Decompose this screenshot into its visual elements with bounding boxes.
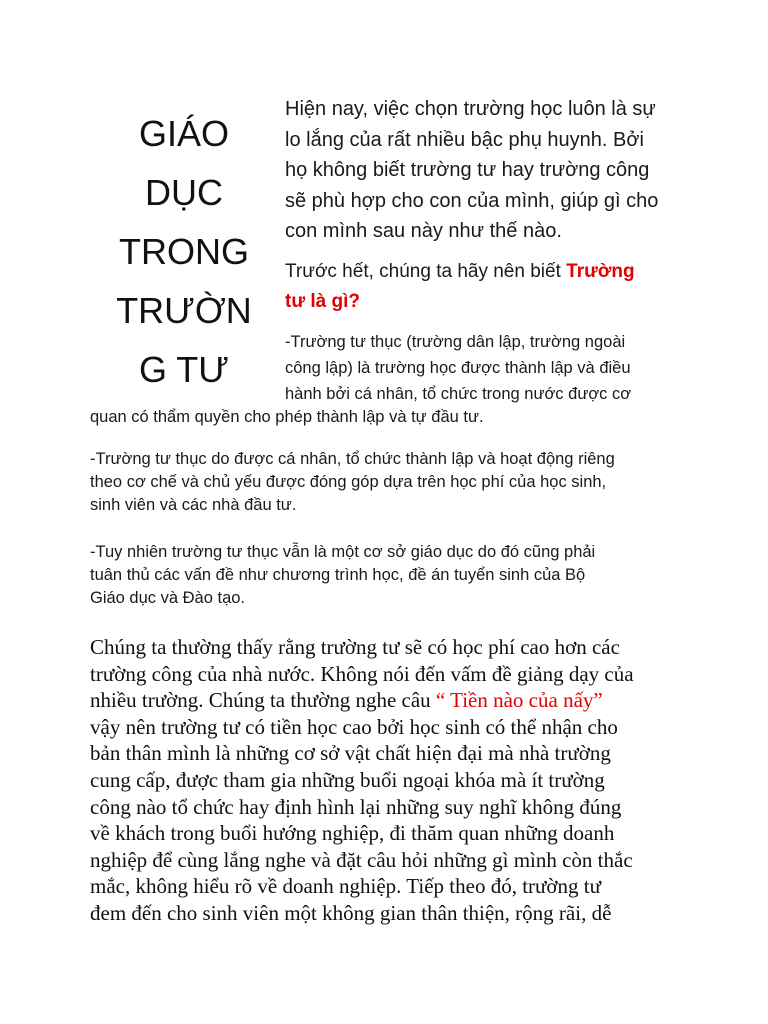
body-paragraph xyxy=(90,634,682,927)
body-line: Chúng ta thường thấy rằng trường tư sẽ có học phí cao hơn các xyxy=(90,635,620,659)
highlight-text: Trường xyxy=(566,261,635,282)
definition-line: -Trường tư thục do được cá nhân, tổ chức thành lập và hoạt động riêng xyxy=(90,450,615,468)
title-line: DỤC xyxy=(145,172,223,213)
body-line: vậy nên trường tư có tiền học cao bởi học sinh có thể nhận cho xyxy=(90,714,618,739)
definition-line: theo cơ chế và chủ yếu được đóng góp dựa trên học phí của học sinh, xyxy=(90,473,607,491)
definition-line: -Tuy nhiên trường tư thục vẫn là một cơ sở giáo dục do đó cũng phải xyxy=(90,543,596,561)
definition-2-paragraph xyxy=(90,448,690,517)
definition-line: quan có thẩm quyền cho phép thành lập và tự đầu tư. xyxy=(90,408,484,426)
title-line: TRƯỜN xyxy=(116,290,252,331)
quote-highlight: “ Tiền nào của nấy” xyxy=(435,688,603,713)
definition-line: tuân thủ các vấn đề như chương trình học, đề án tuyển sinh của Bộ xyxy=(90,566,586,584)
body-line: bản thân mình là những cơ sở vật chất hiện đại mà nhà trường xyxy=(90,741,611,766)
definition-3-paragraph xyxy=(90,541,690,610)
definition-line: -Trường tư thục (trường dân lập, trường ngoài xyxy=(285,333,626,351)
definition-line: Giáo dục và Đào tạo. xyxy=(90,589,246,607)
intro-line: lo lắng của rất nhiều bậc phụ huynh. Bởi xyxy=(285,128,644,151)
lead-text: Trước hết, chúng ta hãy nên biết xyxy=(285,261,567,282)
highlight-text: tư là gì? xyxy=(285,291,360,312)
intro-line: con mình sau này như thế nào. xyxy=(285,220,562,242)
body-line: về khách trong buổi hướng nghiệp, đi thăm quan những doanh xyxy=(90,821,615,846)
title-line: GIÁO xyxy=(138,113,230,154)
intro-line: Hiện nay, việc chọn trường học luôn là sự xyxy=(285,98,656,120)
definition-line: sinh viên và các nhà đầu tư. xyxy=(90,496,297,514)
definition-line: hành bởi cá nhân, tổ chức trong nước được cơ xyxy=(285,385,632,403)
body-line: mắc, không hiểu rõ về doanh nghiệp. Tiếp theo đó, trường tư xyxy=(90,874,601,899)
title-line: TRONG xyxy=(119,231,249,272)
body-text: nhiều trường. Chúng ta thường nghe câu xyxy=(90,688,436,713)
intro-line: sẽ phù hợp cho con của mình, giúp gì cho xyxy=(285,189,659,212)
body-line xyxy=(90,687,682,714)
body-line: cung cấp, được tham gia những buổi ngoại khóa mà ít trường xyxy=(90,767,605,792)
definition-1-paragraph xyxy=(285,329,685,407)
body-line: trường công của nhà nước. Không nói đến vấm đề giảng dạy của xyxy=(90,661,634,686)
body-line: nghiệp để cùng lắng nghe và đặt câu hỏi những gì mình còn thắc xyxy=(90,847,633,872)
lead-paragraph xyxy=(285,257,680,317)
intro-paragraph xyxy=(285,94,680,247)
document-title xyxy=(100,104,268,399)
definition-1-tail xyxy=(90,404,690,430)
body-line: công nào tổ chức hay định hình lại những suy nghĩ không đúng xyxy=(90,794,622,819)
body-line: đem đến cho sinh viên một không gian thân thiện, rộng rãi, dễ xyxy=(90,900,612,925)
intro-line: họ không biết trường tư hay trường công xyxy=(285,159,650,181)
lead-line xyxy=(285,257,680,287)
definition-line: công lập) là trường học được thành lập và điều xyxy=(285,359,631,377)
title-line: G TƯ xyxy=(138,349,230,390)
